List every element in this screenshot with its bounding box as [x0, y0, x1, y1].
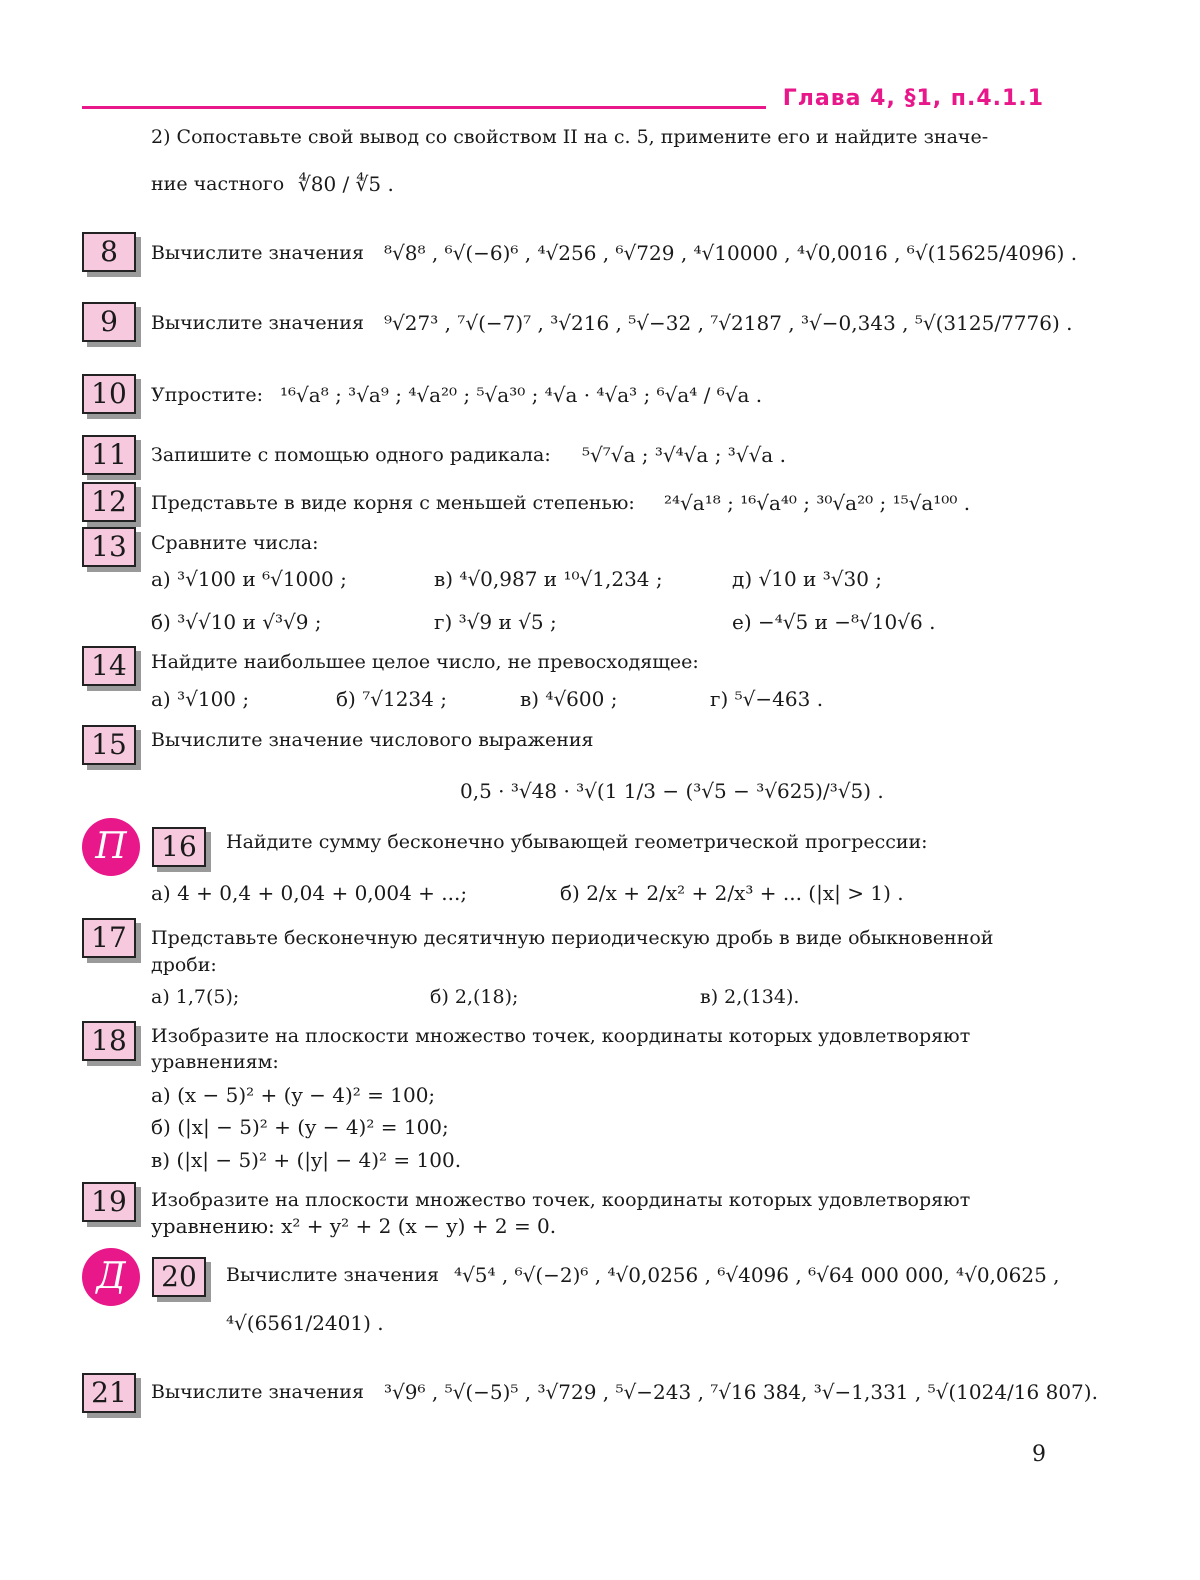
d-marker-icon: Д: [82, 1248, 140, 1306]
task-13-item-v: в) ⁴√0,987 и ¹⁰√1,234 ;: [434, 567, 663, 591]
task-8-expression: ⁸√8⁸ , ⁶√(−6)⁶ , ⁴√256 , ⁶√729 , ⁴√10000 , ⁴√0,0016 , ⁶√(15625/4096) .: [384, 241, 1078, 265]
task-11-expression: ⁵√⁷√a ; ³√⁴√a ; ³√√a .: [582, 443, 786, 467]
chapter-title: Глава 4, §1, п.4.1.1: [782, 86, 1044, 111]
task-18-text2: уравнениям:: [151, 1051, 279, 1073]
intro-line2: ние частного: [151, 173, 285, 195]
task-number-15: 15: [82, 725, 136, 765]
task-9-expression: ⁹√27³ , ⁷√(−7)⁷ , ³√216 , ⁵√−32 , ⁷√2187 , ³√−0,343 , ⁵√(3125/7776) .: [384, 311, 1073, 335]
task-16-text: Найдите сумму бесконечно убывающей геометрической прогрессии:: [226, 831, 928, 853]
task-number-20: 20: [152, 1257, 206, 1297]
task-13-item-e: е) −⁴√5 и −⁸√10√6 .: [732, 610, 936, 634]
task-21-expression: ³√9⁶ , ⁵√(−5)⁵ , ³√729 , ⁵√−243 , ⁷√16 384, ³√−1,331 , ⁵√(1024/16 807).: [384, 1380, 1098, 1404]
task-number-17: 17: [82, 918, 136, 958]
task-number-16: 16: [152, 827, 206, 867]
task-14-item-b: б) ⁷√1234 ;: [336, 687, 447, 711]
task-13-item-a: а) ³√100 и ⁶√1000 ;: [151, 567, 347, 591]
task-number-13: 13: [82, 527, 136, 567]
task-13-item-g: г) ³√9 и √5 ;: [434, 610, 557, 634]
p-marker-icon: П: [82, 818, 140, 876]
task-9-text: Вычислите значения: [151, 312, 364, 334]
task-13-item-d: д) √10 и ³√30 ;: [732, 567, 883, 591]
task-number-10: 10: [82, 374, 136, 414]
task-13-text: Сравните числа:: [151, 532, 319, 554]
task-20-text: Вычислите значения: [226, 1264, 439, 1286]
task-number-19: 19: [82, 1182, 136, 1222]
task-19-text2: уравнению: x² + y² + 2 (x − y) + 2 = 0.: [151, 1214, 557, 1238]
task-number-12: 12: [82, 482, 136, 522]
task-10-expression: ¹⁶√a⁸ ; ³√a⁹ ; ⁴√a²⁰ ; ⁵√a³⁰ ; ⁴√a · ⁴√a³ ; ⁶√a⁴ / ⁶√a .: [280, 383, 763, 407]
task-14-text: Найдите наибольшее целое число, не превосходящее:: [151, 651, 699, 673]
task-12-expression: ²⁴√a¹⁸ ; ¹⁶√a⁴⁰ ; ³⁰√a²⁰ ; ¹⁵√a¹⁰⁰ .: [664, 491, 971, 515]
page-number: 9: [1032, 1442, 1046, 1467]
task-18-item-v: в) (|x| − 5)² + (|y| − 4)² = 100.: [151, 1148, 462, 1172]
task-17-text2: дроби:: [151, 954, 217, 976]
task-18-text: Изобразите на плоскости множество точек, координаты которых удовлетворяют: [151, 1025, 971, 1047]
task-number-18: 18: [82, 1021, 136, 1061]
task-20-expression: ⁴√5⁴ , ⁶√(−2)⁶ , ⁴√0,0256 , ⁶√4096 , ⁶√64 000 000, ⁴√0,0625 ,: [454, 1263, 1060, 1287]
task-11-text: Запишите с помощью одного радикала:: [151, 444, 551, 466]
intro-line1: 2) Сопоставьте свой вывод со свойством II на с. 5, примените его и найдите значе-: [151, 126, 989, 148]
task-17-text: Представьте бесконечную десятичную периодическую дробь в виде обыкновенной: [151, 927, 994, 949]
task-17-item-b: б) 2,(18);: [430, 986, 519, 1008]
task-12-text: Представьте в виде корня с меньшей степенью:: [151, 492, 635, 514]
task-14-item-a: а) ³√100 ;: [151, 687, 250, 711]
task-21-text: Вычислите значения: [151, 1381, 364, 1403]
task-15-text: Вычислите значение числового выражения: [151, 729, 594, 751]
task-13-item-b: б) ³√√10 и √³√9 ;: [151, 610, 322, 634]
task-number-9: 9: [82, 302, 136, 342]
task-14-item-g: г) ⁵√−463 .: [710, 687, 824, 711]
task-19-text: Изобразите на плоскости множество точек, координаты которых удовлетворяют: [151, 1189, 971, 1211]
task-number-8: 8: [82, 232, 136, 272]
task-10-text: Упростите:: [151, 384, 263, 406]
task-16-item-a: а) 4 + 0,4 + 0,04 + 0,004 + ...;: [151, 881, 468, 905]
intro-expression: ∜80 / ∜5 .: [298, 172, 394, 196]
task-number-11: 11: [82, 435, 136, 475]
task-15-expression: 0,5 · ³√48 · ³√(1 1/3 − (³√5 − ³√625)/³√5) .: [460, 779, 884, 803]
task-number-14: 14: [82, 646, 136, 686]
task-16-item-b: б) 2/x + 2/x² + 2/x³ + ... (|x| > 1) .: [560, 881, 904, 905]
task-17-item-v: в) 2,(134).: [700, 986, 800, 1008]
task-number-21: 21: [82, 1373, 136, 1413]
task-20-expression2: ⁴√(6561/2401) .: [226, 1311, 384, 1335]
task-14-item-v: в) ⁴√600 ;: [520, 687, 618, 711]
task-18-item-a: а) (x − 5)² + (y − 4)² = 100;: [151, 1083, 436, 1107]
task-17-item-a: а) 1,7(5);: [151, 986, 240, 1008]
task-8-text: Вычислите значения: [151, 242, 364, 264]
task-18-item-b: б) (|x| − 5)² + (y − 4)² = 100;: [151, 1115, 449, 1139]
header-rule: [82, 106, 766, 109]
